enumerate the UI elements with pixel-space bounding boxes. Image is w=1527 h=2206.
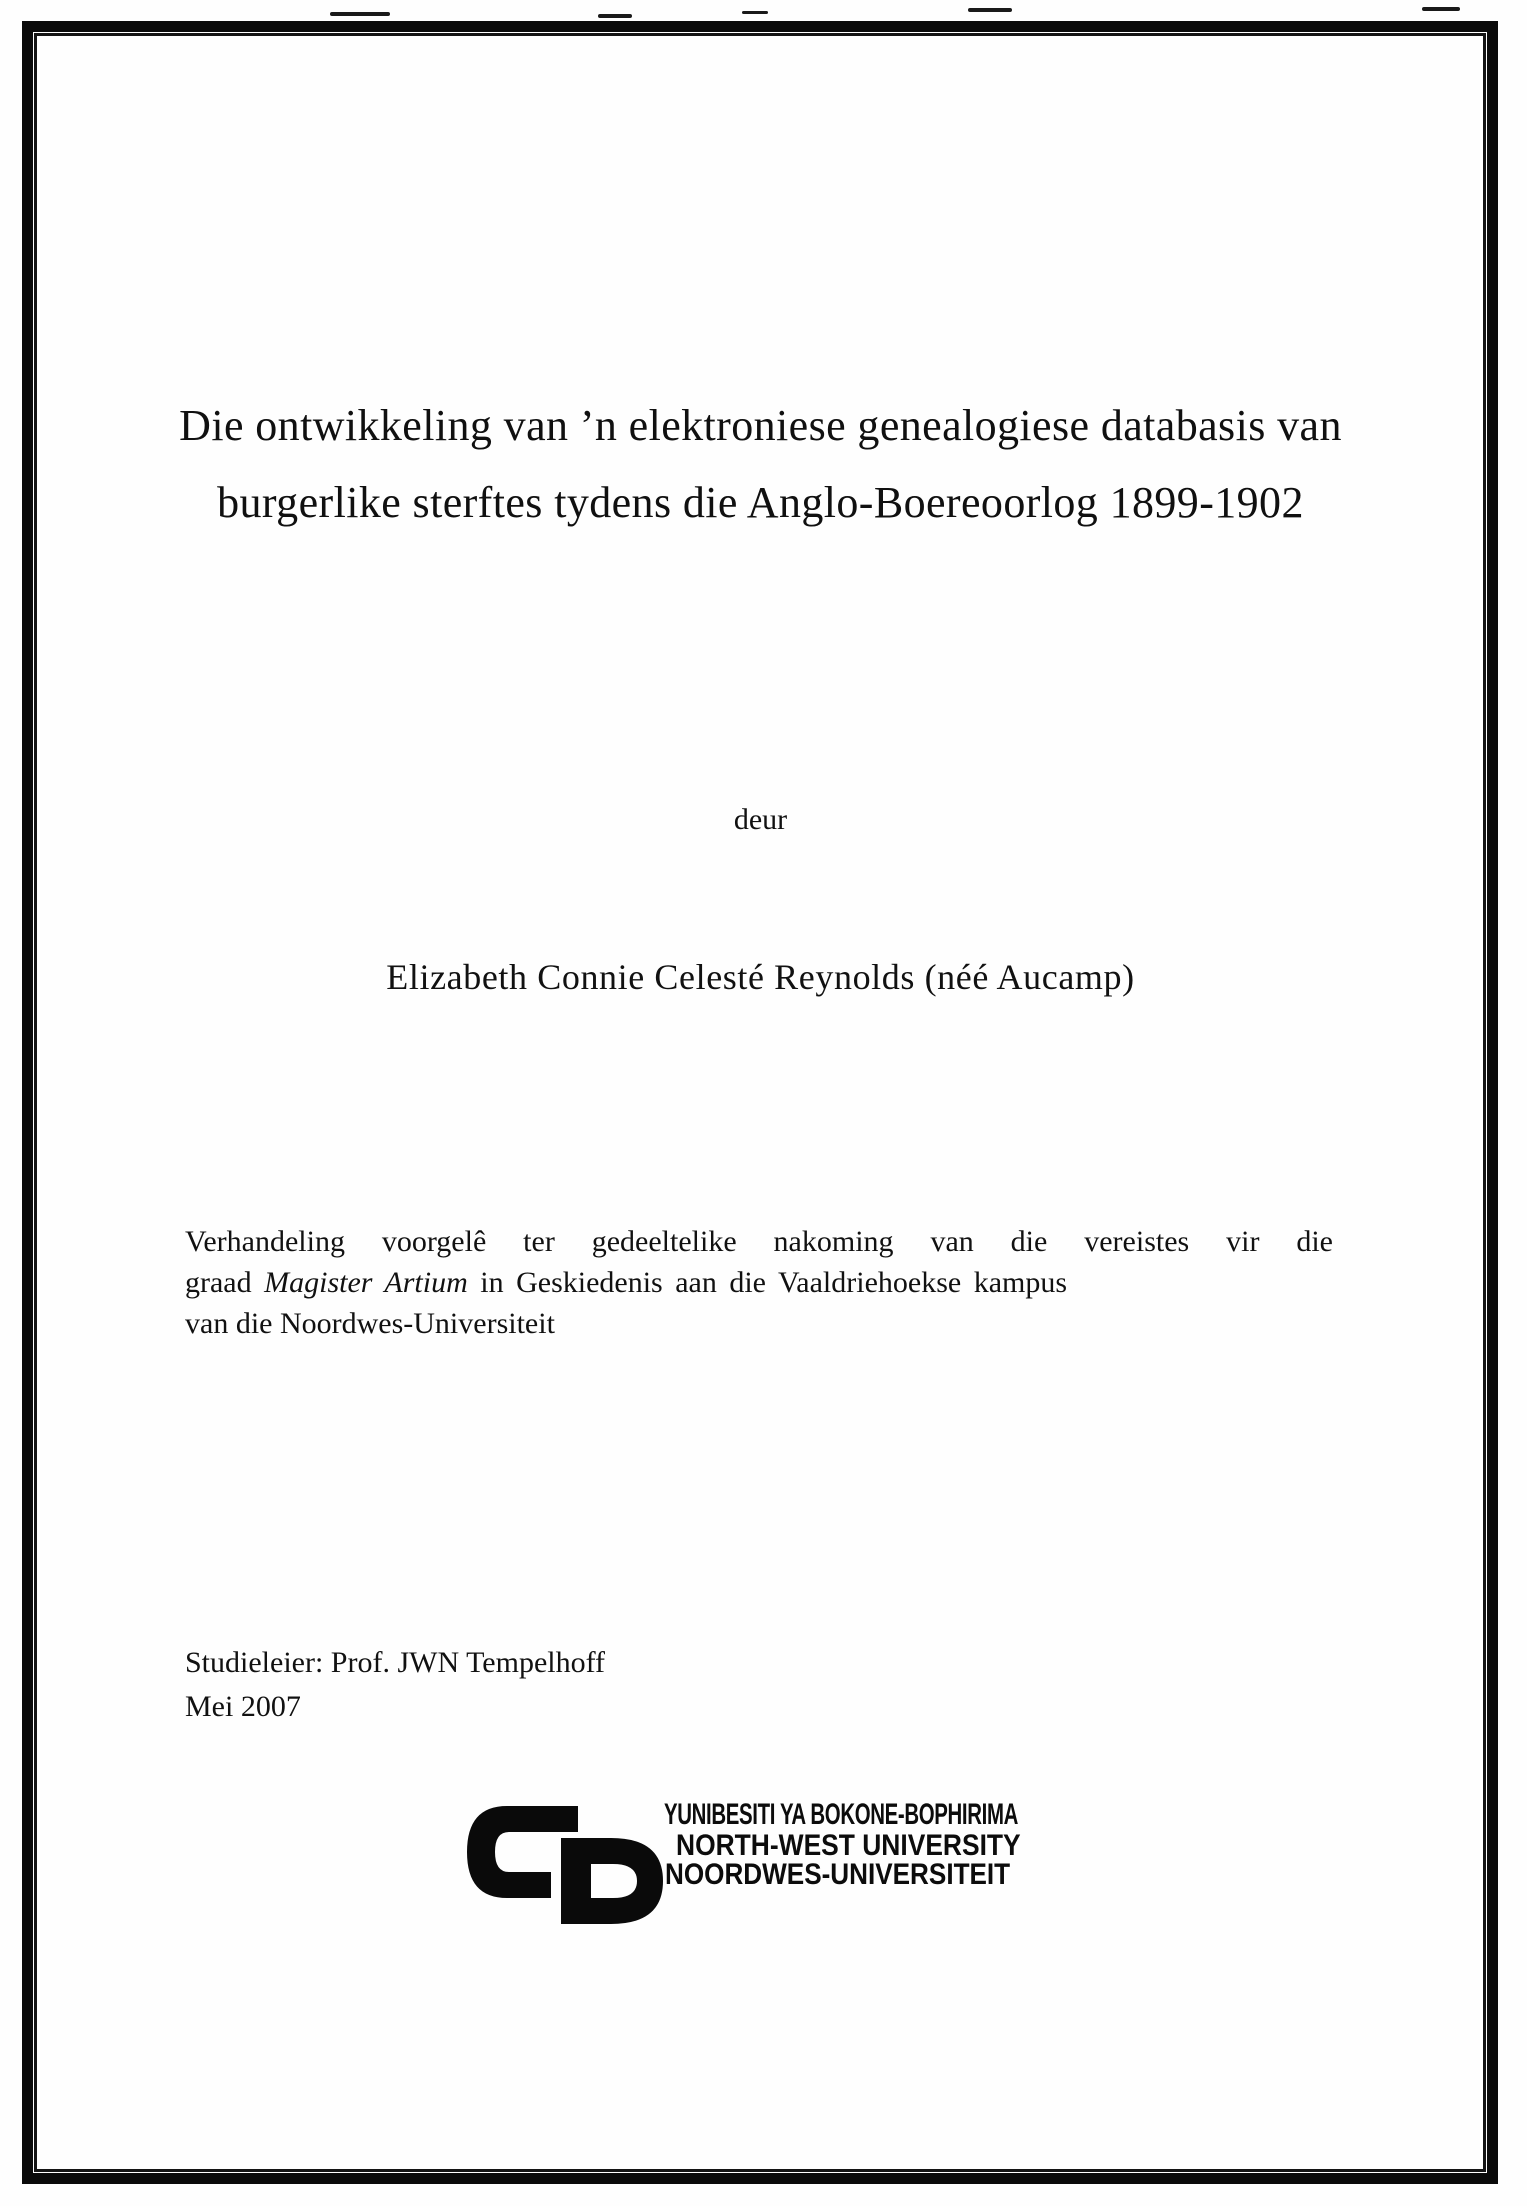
scan-artifact <box>968 8 1012 12</box>
statement-degree-name: Magister Artium <box>264 1266 468 1299</box>
date-line: Mei 2007 <box>185 1690 301 1723</box>
scan-artifact <box>1422 7 1460 11</box>
logo-text-english: NORTH-WEST UNIVERSITY <box>676 1829 1021 1862</box>
statement-line-2-post: in Geskiedenis aan die Vaaldriehoekse kampus <box>467 1266 1068 1299</box>
author-name: Elizabeth Connie Celesté Reynolds (néé Aucamp) <box>386 957 1135 997</box>
logo-text-setswana: YUNIBESITI YA BOKONE-BOPHIRIMA <box>664 1798 1019 1831</box>
statement-line-1: Verhandeling voorgelê ter gedeeltelike nakoming van die vereistes vir die <box>185 1225 1333 1258</box>
nwu-logo-icon <box>465 1804 665 1929</box>
supervisor-block <box>185 1641 605 1729</box>
degree-statement <box>185 1221 1333 1344</box>
scan-artifact <box>330 12 390 16</box>
thesis-title <box>60 387 1461 541</box>
scan-artifact <box>742 11 768 14</box>
byline: deur <box>733 803 788 836</box>
logo-text-afrikaans: NOORDWES-UNIVERSITEIT <box>665 1858 1011 1891</box>
title-line-2: burgerlike sterftes tydens die Anglo-Boereoorlog 1899-1902 <box>217 478 1304 527</box>
supervisor-line: Studieleier: Prof. JWN Tempelhoff <box>185 1646 606 1679</box>
title-line-1: Die ontwikkeling van ’n elektroniese genealogiese databasis van <box>179 401 1342 450</box>
statement-line-2-pre: graad <box>185 1266 265 1299</box>
statement-line-3: van die Noordwes-Universiteit <box>185 1307 555 1340</box>
statement-line-2 <box>185 1262 1333 1303</box>
scan-artifact <box>598 14 632 18</box>
